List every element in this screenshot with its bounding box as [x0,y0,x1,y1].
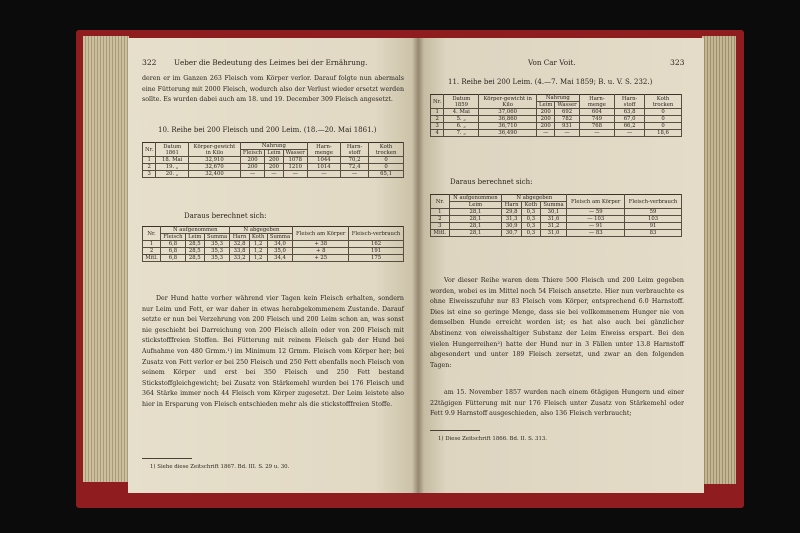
table-cell: 200 [537,116,555,123]
table-cell: 28,1 [449,209,502,216]
th: Harn-menge [307,143,340,157]
table-cell: — [341,171,369,178]
table-cell: Mitl. [431,230,450,237]
table-cell: + 38 [293,241,349,248]
table-cell: 1 [143,241,161,248]
table-row [431,209,682,216]
footnote: 1) Diese Zeitschrift 1866. Bd. II. S. 313. [438,436,548,442]
left-page-edges [83,36,129,482]
table-cell: + 8 [293,248,349,255]
table-cell: 3 [431,123,444,130]
th: Koth trocken [369,143,404,157]
table-cell: — 103 [567,216,625,223]
table-cell: + 25 [293,255,349,262]
table-cell: 7. „ [444,130,479,137]
table-cell: 36,860 [479,116,537,123]
table-cell: 200 [265,164,283,171]
table-cell: — [307,171,340,178]
table-cell: 103 [625,216,682,223]
table-cell: 4. Mai [444,109,479,116]
table-cell: 6. „ [444,123,479,130]
table-cell: Mitl. [143,255,161,262]
table-cell: 749 [579,116,614,123]
th: Leim [537,102,555,109]
table-cell: 35,0 [267,248,293,255]
table-cell: 32,8 [230,241,249,248]
table-cell: 1 [431,209,450,216]
th: Datum 1859 [444,95,479,109]
table1-caption: 10. Reihe bei 200 Fleisch und 200 Leim. (18.—20. Mai 1861.) [158,126,377,134]
th: Harn [502,202,522,209]
th: Koth trocken [645,95,682,109]
table-cell: 31,0 [540,230,567,237]
table-cell: — [615,130,645,137]
table-cell: 70,2 [341,157,369,164]
table-cell: 1,2 [249,255,267,262]
th: Summa [267,234,293,241]
th: Leim [449,202,502,209]
table-cell: 0 [369,164,404,171]
table-cell: 34,0 [267,241,293,248]
table-cell: 30,7 [502,230,522,237]
table-cell: 1044 [307,157,340,164]
table1-diet-series-10 [142,142,404,178]
table-mean-row [143,255,404,262]
table-cell: 29,8 [502,209,522,216]
table4-nitrogen-balance [430,194,682,237]
table-cell: — 59 [567,209,625,216]
table-cell: 30,9 [502,223,522,230]
table-cell: 1,2 [249,241,267,248]
table-cell: 2 [431,116,444,123]
table-row [431,130,682,137]
table-cell: 28,5 [185,255,204,262]
th: N abgegeben [502,195,567,202]
th: Nahrung [537,95,580,102]
table-cell: 35,3 [204,241,230,248]
table-cell: 30,1 [540,209,567,216]
th: Wasser [283,150,307,157]
table-cell: 18. Mai [156,157,189,164]
footnote-rule [142,458,192,459]
table-cell: 1 [431,109,444,116]
table-cell: 0,3 [522,216,541,223]
table-cell: 1078 [283,157,307,164]
table-cell: 6,8 [161,255,186,262]
table-cell: 28,1 [449,230,502,237]
th: Summa [540,202,567,209]
table-cell: 33,2 [230,255,249,262]
th: Fleisch-verbrauch [349,227,404,241]
table-cell: 28,1 [449,216,502,223]
table-cell: 18,6 [645,130,682,137]
table-cell: 66,2 [615,123,645,130]
table-cell: 31,3 [502,216,522,223]
th: Wasser [555,102,579,109]
right-page [418,38,704,493]
table-cell: 200 [240,164,264,171]
table-row [143,248,404,255]
table-cell: — 91 [567,223,625,230]
th: Nr. [143,143,156,157]
table-cell: 1014 [307,164,340,171]
table-cell: 604 [579,109,614,116]
table-cell: 28,1 [449,223,502,230]
table-cell: 3 [143,171,156,178]
table-cell: 33,8 [230,248,249,255]
table-cell: 20. „ [156,171,189,178]
running-title: Von Car Voit. [528,58,576,67]
table-cell: 768 [579,123,614,130]
page-number: 322 [142,58,157,67]
table-row [143,157,404,164]
table-row [431,216,682,223]
table-cell: 35,3 [204,255,230,262]
page-number: 323 [670,58,685,67]
table-cell: 31,6 [540,216,567,223]
table-cell: 28,5 [185,241,204,248]
table-cell: 200 [265,157,283,164]
footnote: 1) Siehe diese Zeitschrift 1867. Bd. III. S. 29 u. 30. [150,464,290,470]
th: N aufgenommen [449,195,502,202]
footnote-rule [430,430,480,431]
table-cell: 0,3 [522,209,541,216]
running-title: Ueber die Bedeutung des Leimes bei der Ernährung. [174,58,368,67]
th: Summa [204,234,230,241]
th: Harn-stoff [615,95,645,109]
table-cell: 63,8 [615,109,645,116]
table-row [143,241,404,248]
body-paragraph-1: Vor dieser Reihe waren dem Thiere 500 Fleisch und 200 Leim gegeben worden, wobei es im Mittel noch 54 Fleisch ansetzte. Hier nun verbrauchte es ohne Eiweisszufuhr nur 83 Fleisch vom Körper, entsprechend 6.0 Harnstoff. Dies ist eine so geringe Menge, dass sie bei vollkommenem Hunger nie von demselben Hunde erreicht worden ist; es hat also auch bei gänzlicher Abstinenz von eiweisshaltiger Substanz der Leim Eiweiss erspart. Bei den vielen Hungerreihen²) hatte der Hund nur in 3 Fällen unter 13.8 Harnstoff abgesondert und unter 189 Fleisch zersetzt, und zwar an den folgenden Tagen: [430,277,684,369]
table-row [431,123,682,130]
table-cell: 2 [431,216,450,223]
table-cell: — [579,130,614,137]
body-paragraph: Der Hund hatte vorher während vier Tagen kein Fleisch erhalten, sondern nur Leim und Fett, er war daher in etwas herabgekommenem Zustande. Darauf setzte er nun bei Verzehrung von 200 Fleisch und 200 Leim schon an, was sonst nie geschieht bei Darreichung von 200 Fleisch allein oder von 200 Fleisch mit stickstofffreien Stoffen. Bei Fütterung mit reinem Fleisch gab der Hund bei Aufnahme von 480 Grmm.¹) im Minimum 12 Grmm. Fleisch vom Körper her; bei Zusatz von Fett verlor er bei 250 Fleisch und 250 Fett ebenfalls noch Fleisch von seinem Körper und erst bei 350 Fleisch und 250 Fett bestand Stickstoffgleichgewicht; bei Zusatz von Stärkemehl wurden bei 176 Fleisch und 364 Stärke immer noch 44 Fleisch vom Körper zugesetzt. Der Leim leistete also hier in Ersparung von Fleisch entschieden mehr als die stickstofffreien Stoffe. [142,295,404,408]
table-cell: 1 [143,157,156,164]
left-page [128,38,418,493]
th: Nr. [431,195,450,209]
table-cell: 0 [645,116,682,123]
table-row [143,171,404,178]
th: N aufgenommen [161,227,230,234]
th: Nr. [143,227,161,241]
table-cell: 35,3 [204,248,230,255]
th: Datum 1861 [156,143,189,157]
table-cell: 0 [645,123,682,130]
table2-caption: Daraus berechnet sich: [184,212,267,220]
body-paragraph-2: am 15. November 1857 wurden nach einem 6tägigen Hungern und einer 22tägigen Fütterung mit nur 176 Fleisch unter Zusatz von Stärkemehl oder Fett 9.9 Harnstoff ausgeschieden, also 136 Fleisch verbraucht; [430,389,684,418]
table-cell: 32,670 [189,164,241,171]
table-cell: 34,4 [267,255,293,262]
table-cell: 36,490 [479,130,537,137]
table-cell: 32,400 [189,171,241,178]
table-cell: — [537,130,555,137]
table-cell: 0,3 [522,230,541,237]
table-cell: 782 [555,116,579,123]
table-row [431,223,682,230]
table-row [143,164,404,171]
table-cell: 65,1 [369,171,404,178]
table-cell: 67,0 [615,116,645,123]
table3-diet-series-11 [430,94,682,137]
table-row [431,116,682,123]
table-cell: 162 [349,241,404,248]
table-cell: — 83 [567,230,625,237]
table-cell: 37,060 [479,109,537,116]
table-cell: 19. „ [156,164,189,171]
table-cell: 5. „ [444,116,479,123]
table-cell: 1210 [283,164,307,171]
book-gutter [412,38,424,493]
table-cell: 200 [537,109,555,116]
table-cell: 6,8 [161,241,186,248]
table-cell: 59 [625,209,682,216]
table-cell: 200 [537,123,555,130]
th: Harn [230,234,249,241]
th: Fleisch [161,234,186,241]
th: Körper-gewicht in Kilo [479,95,537,109]
table-cell: 2 [143,248,161,255]
table-cell: 72,4 [341,164,369,171]
th: Fleisch [240,150,264,157]
table-cell: 28,5 [185,248,204,255]
table-cell: 3 [431,223,450,230]
th: N abgegeben [230,227,293,234]
table4-caption: Daraus berechnet sich: [450,178,533,186]
table-cell: 0 [369,157,404,164]
table-cell: 83 [625,230,682,237]
th: Fleisch-verbrauch [625,195,682,209]
table3-caption: 11. Reihe bei 200 Leim. (4.—7. Mai 1859; B. u. V. S. 232.) [448,78,653,86]
table-cell: — [555,130,579,137]
table-cell: 175 [349,255,404,262]
th: Fleisch am Körper [293,227,349,241]
table-cell: 91 [625,223,682,230]
table-cell: 32,910 [189,157,241,164]
table-cell: 6,8 [161,248,186,255]
th: Harn-stoff [341,143,369,157]
table-cell: 4 [431,130,444,137]
table-cell: 0 [645,109,682,116]
table-cell: — [283,171,307,178]
table-cell: 931 [555,123,579,130]
th: Leim [185,234,204,241]
intro-paragraph: deren er im Ganzen 263 Fleisch vom Körper verlor. Darauf folgte nun abermals eine Fütterung mit 2000 Fleisch, wodurch also der Verlust wieder ersetzt werden sollte. Es wurden dabei auch am 18. und 19. December 309 Fleisch angesetzt. [142,75,404,104]
th: Nr. [431,95,444,109]
th: Fleisch am Körper [567,195,625,209]
table2-nitrogen-balance [142,226,404,262]
table-cell: 0,3 [522,223,541,230]
table-cell: 200 [240,157,264,164]
table-row [431,109,682,116]
th: Leim [265,150,283,157]
right-page-edges [702,36,736,484]
th: Koth [522,202,541,209]
table-mean-row [431,230,682,237]
th: Koth [249,234,267,241]
table-cell: — [240,171,264,178]
table-cell: 191 [349,248,404,255]
th: Nahrung [240,143,307,150]
table-cell: 36,710 [479,123,537,130]
th: Körper-gewicht in Kilo [189,143,241,157]
table-cell: 2 [143,164,156,171]
table-cell: 1,2 [249,248,267,255]
table-cell: 31,2 [540,223,567,230]
table-cell: — [265,171,283,178]
th: Harn-menge [579,95,614,109]
table-cell: 692 [555,109,579,116]
